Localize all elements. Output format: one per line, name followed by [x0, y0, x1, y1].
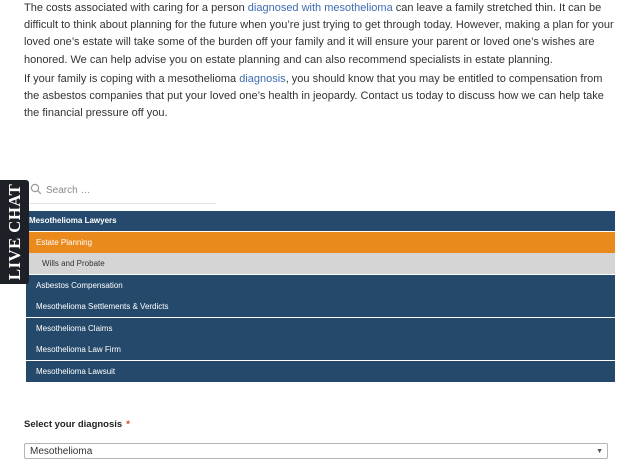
link-diagnosis[interactable]: diagnosis — [239, 73, 286, 85]
paragraph-compensation — [24, 71, 616, 123]
sidebar-navigation — [24, 211, 615, 382]
live-chat-button[interactable] — [0, 180, 29, 284]
diagnosis-select[interactable] — [24, 443, 608, 459]
nav-item-settlements-verdicts[interactable]: Mesothelioma Settlements & Verdicts — [26, 296, 615, 317]
search-input[interactable] — [46, 181, 214, 199]
link-diagnosed-with-mesothelioma[interactable]: diagnosed with mesothelioma — [247, 2, 393, 14]
paragraph-text: If your family is coping with a mesothelioma — [24, 73, 240, 85]
nav-item-wills-and-probate[interactable]: Wills and Probate — [26, 253, 615, 274]
search-icon — [30, 183, 42, 195]
chevron-down-icon: ▼ — [596, 448, 603, 455]
nav-item-estate-planning[interactable]: Estate Planning — [26, 232, 615, 253]
paragraph-text: , you should know that you may be entitled to compensation from the asbestos companies that put your loved one’s health in jeopardy. Contact us today to discuss how we can help take the financial pressure off you. — [24, 73, 604, 120]
paragraph-text: can leave a family stretched thin. It can be difficult to think about planning for the future when you’re just trying to get through today. However, making a plan for your loved one’s estate will take some of the burden off your family and it will ensure your parent or loved one’s wishes are honored. We can help advise you on estate planning and can also recommend specialists in estate planning. — [24, 2, 614, 66]
nav-item-mesothelioma-claims[interactable]: Mesothelioma Claims — [26, 318, 615, 339]
nav-item-mesothelioma-law-firm[interactable]: Mesothelioma Law Firm — [26, 339, 615, 360]
diagnosis-label — [24, 419, 130, 430]
nav-item-mesothelioma-lawyers[interactable]: Mesothelioma Lawyers — [24, 211, 615, 231]
diagnosis-label-text: Select your diagnosis — [24, 419, 123, 430]
search-box[interactable] — [30, 177, 216, 204]
nav-item-asbestos-compensation[interactable]: Asbestos Compensation — [26, 275, 615, 296]
diagnosis-selected-value: Mesothelioma — [30, 446, 93, 457]
paragraph-text: The costs associated with caring for a person — [24, 2, 248, 14]
paragraph-estate-costs — [24, 0, 616, 69]
required-asterisk: * — [126, 419, 130, 430]
live-chat-label: LIVE CHAT — [4, 183, 24, 281]
nav-item-mesothelioma-lawsuit[interactable]: Mesothelioma Lawsuit — [26, 361, 615, 382]
